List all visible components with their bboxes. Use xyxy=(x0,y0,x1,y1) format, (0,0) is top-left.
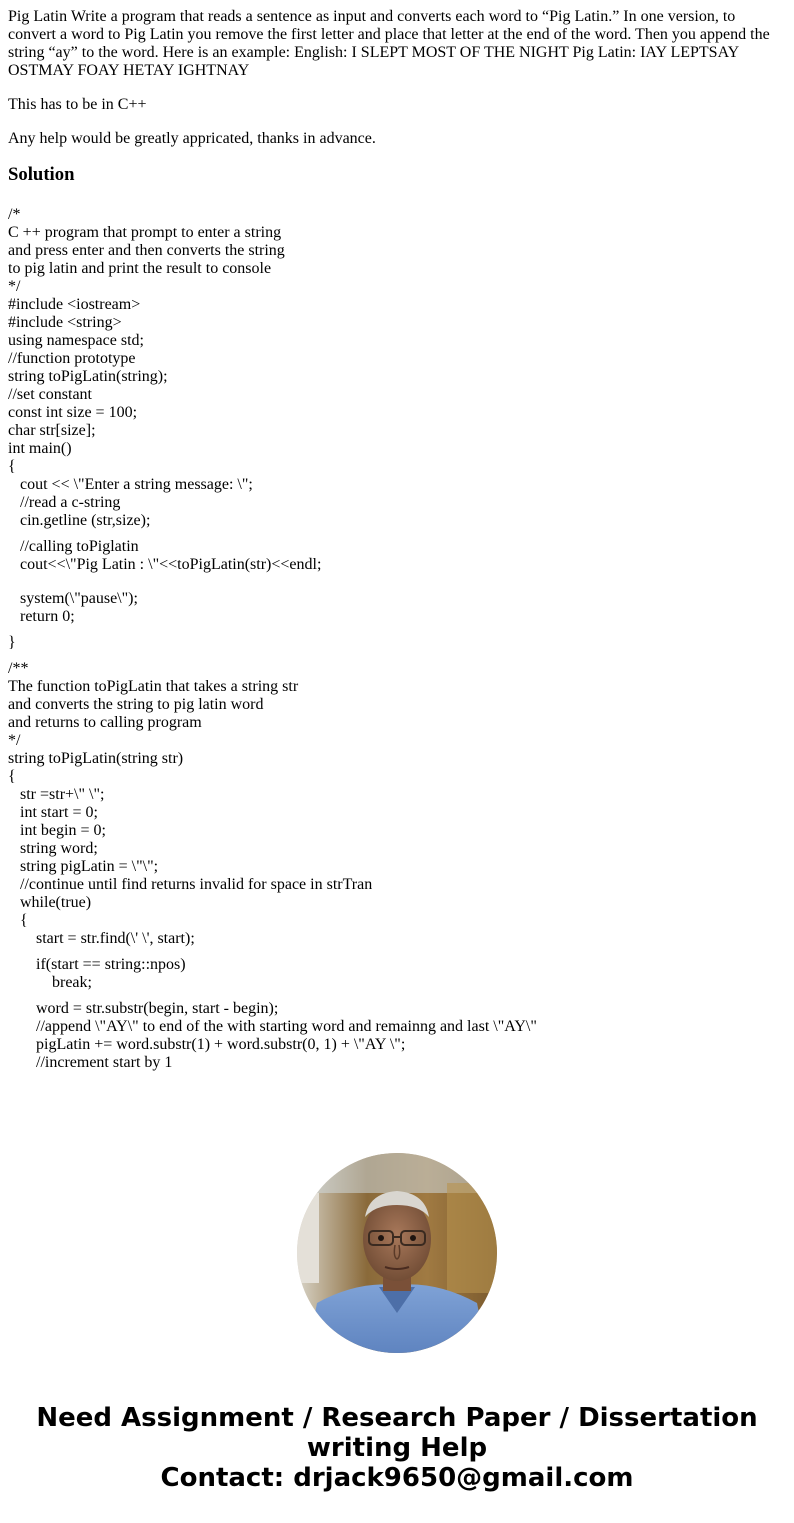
code-line: const int size = 100; xyxy=(8,404,138,421)
code-line: #include <string> xyxy=(8,314,122,331)
author-portrait-icon xyxy=(297,1153,497,1353)
code-line: /** xyxy=(8,660,29,677)
code-line: //increment start by 1 xyxy=(8,1054,173,1071)
code-line: char str[size]; xyxy=(8,422,96,439)
code-line: string word; xyxy=(8,840,98,857)
code-line: string pigLatin = \"\"; xyxy=(8,858,159,875)
banner-line-2: writing Help xyxy=(306,1433,488,1463)
author-avatar xyxy=(297,1153,497,1353)
language-note: This has to be in C++ xyxy=(8,96,147,113)
code-line: string toPigLatin(string); xyxy=(8,368,168,385)
code-line: The function toPigLatin that takes a string str xyxy=(8,678,299,695)
promo-banner xyxy=(0,1403,794,1493)
code-line: system(\"pause\"); xyxy=(8,590,138,607)
code-blank-line xyxy=(8,574,786,582)
code-line: } xyxy=(8,634,16,651)
banner-contact: Contact: drjack9650@gmail.com xyxy=(160,1463,634,1493)
question-content xyxy=(8,8,786,198)
code-line: //calling toPiglatin xyxy=(8,538,139,555)
code-line: cout<<\"Pig Latin : \"<<toPigLatin(str)<<endl; xyxy=(8,556,322,573)
code-line: int main() xyxy=(8,440,72,457)
code-blank-line xyxy=(8,530,786,538)
code-line: /* xyxy=(8,206,21,223)
code-line: { xyxy=(8,912,28,929)
code-line: { xyxy=(8,768,16,785)
code-line: and converts the string to pig latin word xyxy=(8,696,264,713)
code-line: #include <iostream> xyxy=(8,296,141,313)
code-line: //set constant xyxy=(8,386,92,403)
code-line: //continue until find returns invalid for space in strTran xyxy=(8,876,373,893)
code-line: cout << \"Enter a string message: \"; xyxy=(8,476,253,493)
code-line: //read a c-string xyxy=(8,494,121,511)
code-blank-line xyxy=(8,992,786,1000)
code-line: int start = 0; xyxy=(8,804,98,821)
thanks-note: Any help would be greatly appricated, thanks in advance. xyxy=(8,130,376,147)
code-blank-line xyxy=(8,582,786,590)
code-line: break; xyxy=(8,974,92,991)
code-line: using namespace std; xyxy=(8,332,144,349)
code-line: { xyxy=(8,458,16,475)
solution-code xyxy=(8,206,786,1072)
code-line: cin.getline (str,size); xyxy=(8,512,151,529)
solution-code-area xyxy=(8,206,786,1122)
code-line: and returns to calling program xyxy=(8,714,202,731)
code-line: string toPigLatin(string str) xyxy=(8,750,184,767)
banner-line-1: Need Assignment / Research Paper / Dissertation xyxy=(36,1403,758,1433)
code-line: if(start == string::npos) xyxy=(8,956,186,973)
code-line: int begin = 0; xyxy=(8,822,106,839)
code-line: */ xyxy=(8,278,21,295)
code-blank-line xyxy=(8,652,786,660)
code-line: */ xyxy=(8,732,21,749)
question-paragraph: Pig Latin Write a program that reads a sentence as input and converts each word to “Pig Latin.” In one version, to convert a word to Pig Latin you remove the first letter and place that letter at the end of the word. Then you append the string “ay” to the word. Here is an example: English: I SLEPT MOST OF THE NIGHT Pig Latin: IAY LEPTSAY OSTMAY FOAY HETAY IGHTNAY xyxy=(8,8,770,79)
code-line: C ++ program that prompt to enter a string xyxy=(8,224,282,241)
code-blank-line xyxy=(8,948,786,956)
code-line: and press enter and then converts the string xyxy=(8,242,285,259)
code-line: while(true) xyxy=(8,894,92,911)
code-line: return 0; xyxy=(8,608,75,625)
solution-heading: Solution xyxy=(8,164,75,185)
code-blank-line xyxy=(8,626,786,634)
code-line: //function prototype xyxy=(8,350,136,367)
code-line: start = str.find(\' \', start); xyxy=(8,930,195,947)
code-line: //append \"AY\" to end of the with starting word and remainng and last \"AY\" xyxy=(8,1018,537,1035)
code-line: pigLatin += word.substr(1) + word.substr(0, 1) + \"AY \"; xyxy=(8,1036,406,1053)
code-line: to pig latin and print the result to console xyxy=(8,260,272,277)
code-line: word = str.substr(begin, start - begin); xyxy=(8,1000,279,1017)
code-line: str =str+\" \"; xyxy=(8,786,105,803)
